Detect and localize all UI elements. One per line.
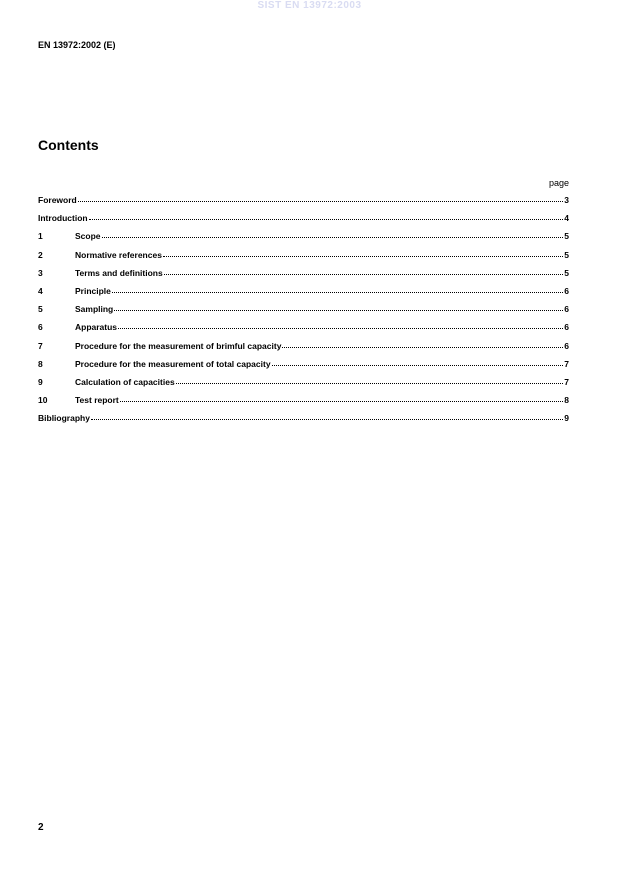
toc-entry-title: Terms and definitions xyxy=(75,267,163,278)
toc-entry-number: 1 xyxy=(38,231,43,242)
toc-entry-page: 5 xyxy=(564,267,569,278)
toc-entry-title: Foreword xyxy=(38,195,77,205)
toc-dot-leader xyxy=(114,310,563,311)
page-column-label: page xyxy=(548,178,569,188)
toc-entry[interactable] xyxy=(38,413,569,431)
toc-dot-leader xyxy=(163,256,563,257)
toc-entry[interactable] xyxy=(38,286,569,304)
toc-entry-number: 10 xyxy=(38,395,48,406)
toc-entry-title: Introduction xyxy=(38,213,88,224)
toc-dot-leader xyxy=(176,383,564,384)
toc-entry-page: 6 xyxy=(564,322,569,333)
toc-entry[interactable] xyxy=(38,268,569,286)
toc-entry-page: 8 xyxy=(564,395,569,406)
toc-entry-number: 7 xyxy=(38,340,43,351)
toc-entry[interactable] xyxy=(38,231,569,249)
toc-dot-leader xyxy=(78,201,564,202)
page-number: 2 xyxy=(38,822,44,833)
toc-entry[interactable] xyxy=(38,359,569,377)
toc-entry-title: Apparatus xyxy=(75,322,118,333)
toc-entry-number: 9 xyxy=(38,376,43,387)
toc-entry[interactable] xyxy=(38,250,569,268)
toc-entry-number: 6 xyxy=(38,322,43,333)
toc-entry-title: Principle xyxy=(75,285,111,296)
toc-entry-title: Normative references xyxy=(75,249,162,260)
toc-entry[interactable] xyxy=(38,341,569,359)
toc-entry-page: 4 xyxy=(564,213,569,224)
toc-entry[interactable] xyxy=(38,377,569,395)
toc-entry-number: 5 xyxy=(38,304,43,315)
toc-dot-leader xyxy=(89,219,564,220)
toc-entry-page: 3 xyxy=(564,195,569,205)
toc-entry-title: Bibliography xyxy=(38,413,90,424)
toc-entry-page: 9 xyxy=(564,413,569,424)
toc-entry-title: Sampling xyxy=(75,304,114,315)
toc-dot-leader xyxy=(91,419,563,420)
document-id: EN 13972:2002 (E) xyxy=(38,40,116,50)
toc-dot-leader xyxy=(120,401,563,402)
toc-entry-number: 3 xyxy=(38,267,43,278)
toc-entry-title: Scope xyxy=(75,231,101,242)
toc-entry-page: 5 xyxy=(564,231,569,242)
toc-entry-title: Calculation of capacities xyxy=(75,376,175,387)
toc-entry-number: 8 xyxy=(38,358,43,369)
toc-entry-number: 4 xyxy=(38,285,43,296)
toc-entry[interactable] xyxy=(38,304,569,322)
toc-dot-leader xyxy=(272,365,564,366)
watermark: SIST EN 13972:2003 xyxy=(257,0,362,11)
toc-entry-number: 2 xyxy=(38,249,43,260)
table-of-contents xyxy=(38,195,569,431)
toc-entry-page: 7 xyxy=(564,358,569,369)
toc-entry-title: Procedure for the measurement of total capacity xyxy=(75,358,271,369)
toc-dot-leader xyxy=(118,328,563,329)
toc-entry-page: 6 xyxy=(564,340,569,351)
toc-entry-page: 6 xyxy=(564,285,569,296)
toc-dot-leader xyxy=(102,237,564,238)
toc-entry[interactable] xyxy=(38,395,569,413)
toc-entry-page: 5 xyxy=(564,249,569,260)
page-title: Contents xyxy=(38,137,99,153)
toc-entry-title: Test report xyxy=(75,395,119,406)
toc-entry-title: Procedure for the measurement of brimful capacity xyxy=(75,340,282,351)
toc-entry-page: 6 xyxy=(564,304,569,315)
toc-dot-leader xyxy=(164,274,564,275)
toc-dot-leader xyxy=(112,292,563,293)
toc-dot-leader xyxy=(282,347,563,348)
toc-entry[interactable] xyxy=(38,195,569,213)
toc-entry[interactable] xyxy=(38,213,569,231)
toc-entry-page: 7 xyxy=(564,376,569,387)
toc-entry[interactable] xyxy=(38,322,569,340)
